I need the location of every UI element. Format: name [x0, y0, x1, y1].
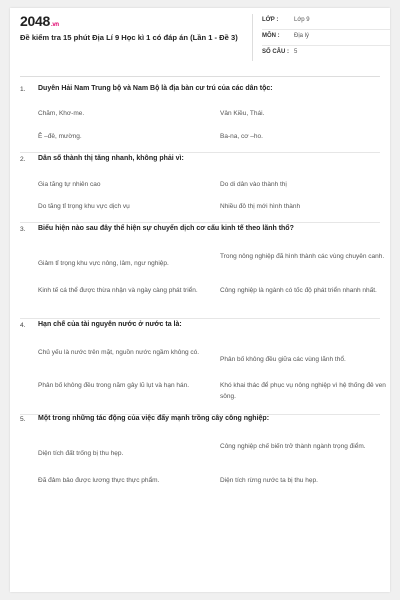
meta-label-lop: LỚP :: [262, 17, 279, 23]
answer-option[interactable]: Gia tăng tự nhiên cao: [38, 181, 101, 188]
meta-label-socau: SỐ CÂU :: [262, 49, 289, 55]
question-text: Một trong những tác động của việc đẩy mạnh trồng cây công nghiệp:: [38, 415, 270, 422]
answer-option[interactable]: Chủ yếu là nước trên mặt, nguồn nước ngầm không có.: [38, 349, 200, 356]
meta-label-mon: MÔN :: [262, 33, 280, 39]
question-text: Hạn chế của tài nguyên nước ở nước ta là:: [38, 321, 182, 328]
question-1: [20, 84, 380, 154]
answer-option[interactable]: Giảm tỉ trọng khu vực nông, lâm, ngư nghiệp.: [38, 260, 169, 267]
question-3: [20, 224, 385, 322]
question-header: [20, 84, 380, 98]
answer-option[interactable]: Khó khai thác để phục vụ nông nghiệp vì hệ thống đê ven sông.: [220, 382, 386, 400]
meta-row-mon: [262, 30, 390, 46]
question-divider: [20, 152, 380, 153]
header-divider: [20, 76, 380, 77]
question-number: 5.: [20, 416, 26, 423]
answer-option[interactable]: Chăm, Khơ-me.: [38, 110, 85, 117]
logo-suffix: .vn: [50, 22, 59, 28]
question-4: [20, 320, 386, 416]
answer-option[interactable]: Công nghiệp chế biến trở thành ngành trọng điểm.: [220, 443, 366, 450]
answer-option[interactable]: Phân bố không đều trong năm gây lũ lụt và hạn hán.: [38, 382, 190, 389]
answer-option[interactable]: Đã đảm bảo được lương thực thực phẩm.: [38, 477, 160, 484]
page-header: [10, 8, 390, 68]
answer-option[interactable]: Trong nông nghiệp đã hình thành các vùng chuyên canh.: [220, 253, 385, 260]
meta-row-socau: [262, 46, 390, 61]
answer-option[interactable]: Diện tích rừng nước ta bị thu hẹp.: [220, 477, 318, 484]
site-logo[interactable]: [20, 13, 59, 29]
meta-value-mon: Địa lý: [294, 33, 310, 39]
meta-value-socau: 5: [294, 49, 298, 55]
question-header: [20, 224, 380, 238]
question-divider: [20, 222, 380, 223]
meta-row-lop: [262, 14, 390, 30]
answer-option[interactable]: Ê –đê, mường.: [38, 133, 82, 140]
question-header: [20, 414, 380, 428]
exam-page: [10, 8, 390, 592]
question-text: Dân số thành thị tăng nhanh, không phải vì:: [38, 155, 184, 162]
question-text: Duyên Hải Nam Trung bộ và Nam Bộ là địa bàn cư trú của các dân tộc:: [38, 85, 273, 92]
answer-option[interactable]: Công nghiệp là ngành có tốc độ phát triển nhanh nhất.: [220, 287, 377, 294]
answer-option[interactable]: Diện tích đất trống bị thu hẹp.: [38, 450, 124, 457]
answer-option[interactable]: Nhiều đô thị mới hình thành: [220, 203, 301, 210]
logo-text: 2048: [20, 13, 50, 29]
question-number: 4.: [20, 322, 26, 329]
answer-option[interactable]: Do tăng tỉ trọng khu vực dịch vụ: [38, 203, 130, 210]
answer-option[interactable]: Ba-na, cơ –ho.: [220, 133, 263, 140]
page-title: Đề kiểm tra 15 phút Địa Lí 9 Học kì 1 có đáp án (Lần 1 - Đề 3): [20, 33, 238, 42]
question-number: 3.: [20, 226, 26, 233]
question-5: [20, 414, 380, 504]
meta-value-lop: Lớp 9: [294, 17, 310, 23]
exam-meta: [252, 14, 390, 61]
answer-option[interactable]: Kinh tế cá thể được thừa nhận và ngày càng phát triển.: [38, 287, 198, 294]
question-text: Biểu hiện nào sau đây thể hiện sự chuyển dịch cơ cấu kinh tế theo lãnh thổ?: [38, 225, 294, 232]
answer-option[interactable]: Vân Kiều, Thái.: [220, 110, 265, 117]
answer-option[interactable]: Phân bố không đều giữa các vùng lãnh thổ.: [220, 356, 346, 363]
answer-option[interactable]: Do di dân vào thành thị: [220, 181, 287, 188]
question-number: 2.: [20, 156, 26, 163]
question-header: [20, 320, 380, 334]
question-divider: [20, 318, 380, 319]
question-number: 1.: [20, 86, 26, 93]
question-header: [20, 154, 380, 168]
question-2: [20, 154, 380, 224]
